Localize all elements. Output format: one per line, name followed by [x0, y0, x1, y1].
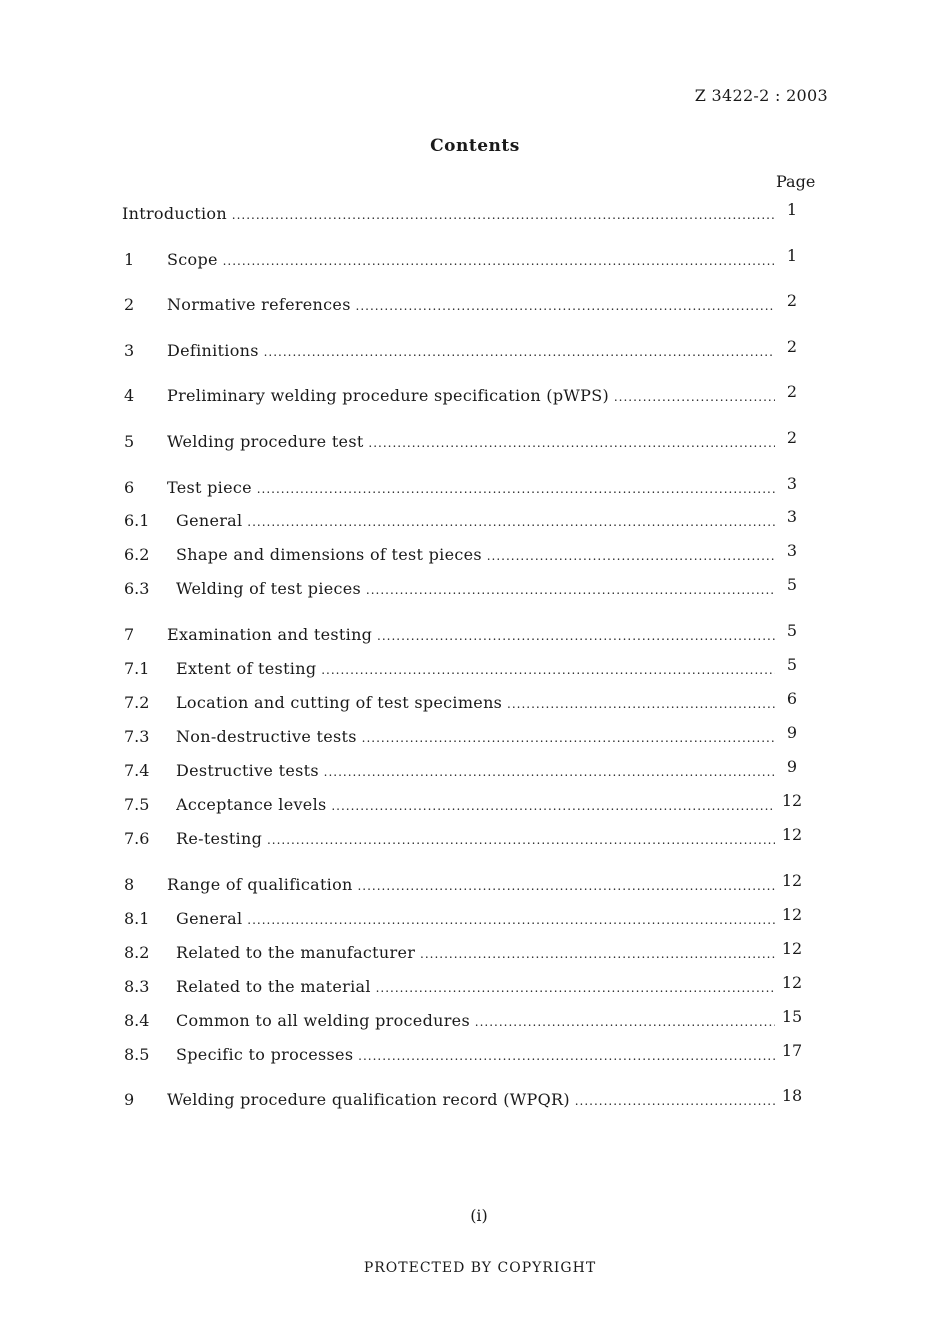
- toc-entry-title: Range of qualification .....: [167, 874, 775, 897]
- toc-entry-page: 12: [781, 791, 803, 810]
- toc-entry-4[interactable]: [122, 382, 822, 407]
- toc-entry-7-1[interactable]: [122, 655, 822, 680]
- toc-entry-8[interactable]: [122, 871, 822, 896]
- toc-entry-title: Normative references .....: [167, 294, 775, 317]
- toc-entry-page: 12: [781, 871, 803, 890]
- toc-entry-number: 6.2: [124, 545, 150, 564]
- toc-entry-page: 5: [786, 575, 798, 594]
- toc-entry-page: 2: [786, 337, 798, 356]
- toc-entry-7-5[interactable]: [122, 791, 822, 816]
- toc-entry-introduction[interactable]: [122, 200, 822, 225]
- toc-entry-title: Preliminary welding procedure specification (pWPS) .....: [167, 385, 775, 408]
- toc-entry-number: 8.1: [124, 909, 150, 928]
- page-folio: (i): [470, 1206, 488, 1225]
- toc-entry-6-1[interactable]: [122, 507, 822, 532]
- toc-entry-number: 8.5: [124, 1045, 150, 1064]
- toc-entry-number: 8.4: [124, 1011, 150, 1030]
- toc-entry-5[interactable]: [122, 428, 822, 453]
- toc-entry-number: 7.4: [124, 761, 150, 780]
- toc-entry-page: 1: [786, 200, 798, 219]
- toc-entry-number: 7: [124, 625, 135, 644]
- toc-entry-title: Shape and dimensions of test pieces .....: [176, 544, 775, 567]
- toc-entry-title: General .....: [176, 908, 775, 931]
- toc-entry-8-2[interactable]: [122, 939, 822, 964]
- toc-entry-6-2[interactable]: [122, 541, 822, 566]
- toc-entry-number: 6: [124, 478, 135, 497]
- toc-entry-title: Extent of testing .....: [176, 658, 775, 681]
- toc-entry-number: 8: [124, 875, 135, 894]
- toc-entry-6-3[interactable]: [122, 575, 822, 600]
- toc-entry-number: 4: [124, 386, 135, 405]
- toc-entry-2[interactable]: [122, 291, 822, 316]
- toc-entry-title: Definitions .....: [167, 340, 775, 363]
- toc-entry-page: 2: [786, 428, 798, 447]
- toc-entry-number: 8.3: [124, 977, 150, 996]
- toc-entry-title: Welding procedure qualification record (WPQR) .....: [167, 1089, 775, 1112]
- toc-entry-9[interactable]: [122, 1086, 822, 1111]
- toc-entry-page: 6: [786, 689, 798, 708]
- toc-entry-title: Test piece .....: [167, 477, 775, 500]
- toc-entry-number: 1: [124, 250, 135, 269]
- toc-entry-6[interactable]: [122, 474, 822, 499]
- toc-entry-title: Scope .....: [167, 249, 775, 272]
- page-column-label: Page: [776, 172, 816, 191]
- toc-entry-number: 6.3: [124, 579, 150, 598]
- toc-entry-7-4[interactable]: [122, 757, 822, 782]
- toc-entry-page: 12: [781, 905, 803, 924]
- toc-entry-number: 8.2: [124, 943, 150, 962]
- toc-entry-page: 9: [786, 757, 798, 776]
- toc-entry-7[interactable]: [122, 621, 822, 646]
- toc-entry-page: 2: [786, 291, 798, 310]
- copyright-notice: PROTECTED BY COPYRIGHT: [363, 1260, 597, 1276]
- toc-title: Contents: [430, 136, 520, 156]
- toc-entry-number: 2: [124, 295, 135, 314]
- toc-entry-page: 18: [781, 1086, 803, 1105]
- toc-entry-number: 6.1: [124, 511, 150, 530]
- toc-entry-title: Acceptance levels .....: [176, 794, 775, 817]
- toc-entry-3[interactable]: [122, 337, 822, 362]
- toc-entry-page: 12: [781, 939, 803, 958]
- toc-entry-number: 7.3: [124, 727, 150, 746]
- toc-entry-page: 3: [786, 541, 798, 560]
- toc-entry-title: Location and cutting of test specimens .....: [176, 692, 775, 715]
- toc-entry-title: Welding of test pieces .....: [176, 578, 775, 601]
- toc-entry-7-6[interactable]: [122, 825, 822, 850]
- toc-entry-number: 5: [124, 432, 135, 451]
- toc-entry-page: 12: [781, 825, 803, 844]
- toc-entry-title: Welding procedure test .....: [167, 431, 775, 454]
- toc-entry-title: Destructive tests .....: [176, 760, 775, 783]
- toc-entry-page: 9: [786, 723, 798, 742]
- toc-entry-8-4[interactable]: [122, 1007, 822, 1032]
- toc-entry-8-5[interactable]: [122, 1041, 822, 1066]
- toc-entry-7-2[interactable]: [122, 689, 822, 714]
- toc-entry-title: Re-testing .....: [176, 828, 775, 851]
- toc-entry-page: 2: [786, 382, 798, 401]
- toc-entry-title: General .....: [176, 510, 775, 533]
- toc-entry-number: 7.5: [124, 795, 150, 814]
- toc-entry-page: 3: [786, 474, 798, 493]
- toc-entry-number: 9: [124, 1090, 135, 1109]
- toc-entry-page: 15: [781, 1007, 803, 1026]
- toc-entry-page: 12: [781, 973, 803, 992]
- toc-entry-number: 7.2: [124, 693, 150, 712]
- toc-entry-8-1[interactable]: [122, 905, 822, 930]
- document-id: Z 3422-2 : 2003: [694, 86, 828, 105]
- toc-entry-number: 7.6: [124, 829, 150, 848]
- toc-entry-number: 3: [124, 341, 135, 360]
- toc-entry-title: Common to all welding procedures .....: [176, 1010, 775, 1033]
- toc-entry-title: Related to the manufacturer .....: [176, 942, 775, 965]
- toc-entry-page: 5: [786, 621, 798, 640]
- toc-entry-number: 7.1: [124, 659, 150, 678]
- toc-entry-7-3[interactable]: [122, 723, 822, 748]
- toc-entry-8-3[interactable]: [122, 973, 822, 998]
- toc-entry-page: 3: [786, 507, 798, 526]
- toc-entry-page: 1: [786, 246, 798, 265]
- toc-entry-page: 5: [786, 655, 798, 674]
- toc-entry-title: Related to the material .....: [176, 976, 775, 999]
- toc-entry-title: Specific to processes .....: [176, 1044, 775, 1067]
- toc-entry-title: Examination and testing .....: [167, 624, 775, 647]
- toc-entry-title: Introduction .....: [122, 203, 775, 226]
- toc-entry-title: Non-destructive tests .....: [176, 726, 775, 749]
- toc-entry-page: 17: [781, 1041, 803, 1060]
- toc-entry-1[interactable]: [122, 246, 822, 271]
